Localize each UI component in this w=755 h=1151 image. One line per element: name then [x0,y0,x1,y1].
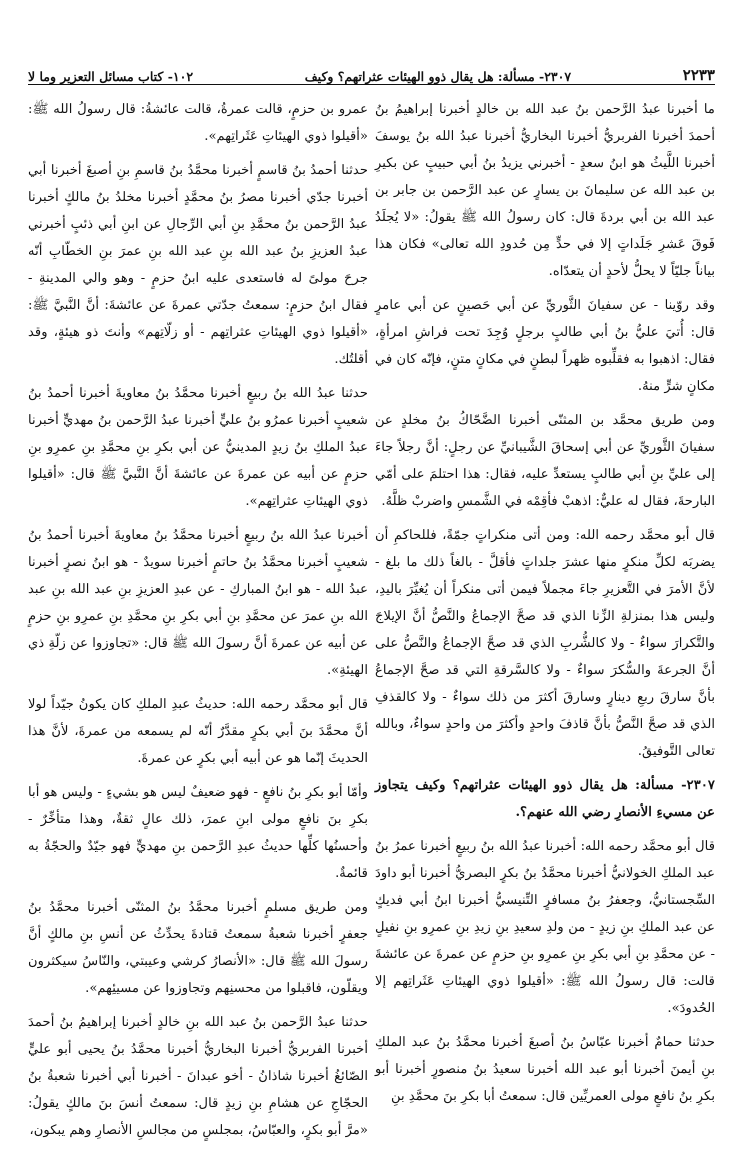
paragraph: حدثنا عبدُ الرَّحمن بنُ عبد الله بنِ خالدٍ أخبرنا إبراهيمُ بنُ أحمدَ أخبرنا الفربريُّ أخبرنا البخاريُّ أخبرنا محمَّدُ بنُ يحيى أبو عليٍّ الصّائغُ أخبرنا شاذانُ - أخو عبدانَ - أخبرنا أبي أخبرنا شعبةُ بنُ الحجّاجِ عن هشامِ بنِ زيدٍ قال: سمعتُ أنسَ بنَ مالكٍ يقولُ: «مرَّ أبو بكرٍ، والعبّاسُ، بمجلسٍ من مجالسِ الأنصارِ وهم يبكون، [28,1015,368,1138]
paragraph: وقد روّينا - عن سفيانَ الثَّوريِّ عن أبي حَصينٍ عن أبي عامرٍ قال: أُتيَ عليُّ بنُ أبي طالبٍ برجلٍ وُجِدَ تحت فراشِ امرأةٍ، فقال: اذهبوا به فقلِّبوه ظهراً لبطنٍ في مكانٍ متنٍ، فإنّه كان في مكانٍ شرٍّ منهُ. [375,298,715,394]
paragraph: عمرو بن حزمٍ، قالت عمرةُ، قالت عائشةُ: قال رسولُ الله ﷺ: «أقيلوا ذوي الهيئاتِ عَثَراتِهم». [28,102,368,144]
paragraph: حدثنا حمامٌ أخبرنا عبّاسُ بنُ أصبغَ أخبرنا محمَّدُ بنُ عبد الملكِ بنِ أيمنَ أخبرنا أبو عبد الله أخبرنا سعيدُ بنُ منصورٍ أخبرنا أبو بكرِ بنُ نافعٍ مولى العمريِّين قال: سمعتُ أبا بكرِ بنَ محمَّدِ بنِ [375,1035,715,1104]
left-column [28,96,368,1151]
header-center-title: ٢٣٠٧- مسألة: هل يقال ذوو الهيئات عثراتهم؟ وكيف [304,69,572,84]
paragraph: وأمّا أبو بكرِ بنُ نافعٍ - فهو ضعيفٌ ليس هو بشيءٍ - وليس هو أبا بكرِ بنَ نافعٍ مولى ابنِ عمرَ، ذلك عالٍ ثقةٌ، وهذا متأخِّرٌ - وأحسنُها كلِّها حديثُ عبدِ الرَّحمن بنِ مهديٍّ فهو جيّدٌ والحجّةُ به قائمةٌ. [28,785,368,881]
paragraph: حدثنا عبدُ الله بنُ ربيعٍ أخبرنا محمَّدُ بنُ معاويةَ أخبرنا أحمدُ بنُ شعيبٍ أخبرنا عمرُو بنُ عليٍّ أخبرنا عبدُ الرَّحمن بنُ مهديٍّ أخبرنا عبدُ الملكِ بنُ زيدٍ المدينيُّ عن أبي بكرِ بنِ محمَّدِ بنِ عمرِو بنِ حزمٍ عن أبيه عن عمرةَ عن عائشةَ أنَّ النَّبيَّ ﷺ قال: «أقيلوا ذوي الهيئاتِ عثراتِهم». [28,386,368,509]
paragraph: ومن طريق مسلمٍ أخبرنا محمَّدُ بنُ المثنّى أخبرنا محمَّدُ بنُ جعفرٍ أخبرنا شعبةُ سمعتُ قتادةَ يحدِّثُ عن أنسِ بنِ مالكٍ أنَّ رسولَ الله ﷺ قال: «الأنصارُ كرشي وعيبتي، والنّاسُ سيكثرون ويقلّون، فاقبلوا من محسنِهم وتجاوزوا عن مسيئِهم». [28,900,368,996]
page-header [28,58,715,85]
header-chapter-title: ١٠٢- كتاب مسائل التعزير وما لا [28,69,194,84]
page-number: ٢٢٣٣ [682,66,715,84]
mas-ala-heading: ٢٣٠٧- مسألة: هل يقال ذوو الهيئات عثراتهم؟ وكيف يتجاوز عن مسيءِ الأنصارِ رضي الله عنهم؟. [375,778,715,820]
paragraph: قال أبو محمَّد رحمه الله: ومن أتى منكراتٍ جمّةً، فللحاكمِ أن يضربَه لكلِّ منكرٍ منها عشرَ جلداتٍ فأقلَّ - بالغاً ذلك ما بلغ - لأنَّ الأمرَ في التَّعزيرِ جاءَ مجملاً فيمن أتى منكراً أن يُغيِّرَ باليدِ، وليس هذا بمنزلةِ الزِّنا الذي قد صحَّ الإجماعُ والنَّصُّ أنَّ الإيلاجَ والتَّكرارَ سواءٌ - ولا كالشُّربِ الذي قد صحَّ الإجماعُ والنَّصُّ على أنَّ الجرعةَ والسُّكرَ سواءٌ - ولا كالسَّرقةِ التي قد صحَّ الإجماعُ بأنَّ سارقَ ربعِ دينارٍ وسارقَ أكثرَ من ذلك سواءٌ - ولا كالقذفِ الذي قد صحَّ النَّصُّ بأنَّ قاذفَ واحدٍ وأكثرَ من واحدٍ سواءٌ، وبالله تعالى التَّوفيقُ. [375,528,715,759]
paragraph: قال أبو محمَّد رحمه الله: حديثُ عبدِ الملكِ كان يكونُ جيّداً لولا أنَّ محمَّدَ بنَ أبي بكرٍ مقدَّرٌ أنّه لم يسمعه من عمرةَ، لأنَّ هذا الحديثَ إنّما هو عن أبيه أبي بكرٍ عن عمرةَ. [28,697,368,766]
right-column [375,96,715,1117]
paragraph: حدثنا أحمدُ بنُ قاسمٍ أخبرنا محمَّدُ بنُ قاسمِ بنِ أصبغَ أخبرنا أبي أخبرنا جدّي أخبرنا مصرُ بنُ محمَّدٍ أخبرنا مخلدُ بنُ مالكٍ أخبرنا عبدُ الرَّحمن بنُ محمَّدِ بنِ أبي الرِّجالِ عن ابنِ أبي ذئبٍ أخبرني عبدُ العزيزِ بنُ عبد الله بنِ عبد الله بنِ عمرَ بنِ الخطّابِ أنّه جرحَ مولىً له فاستعدى عليه ابنُ حزمٍ - وهو والي المدينةِ - فقال ابنُ حزمٍ: سمعتُ جدّتي عمرةَ عن عائشةَ: أنَّ النَّبيَّ ﷺ: «أقيلوا ذوي الهيئاتِ عثراتِهم - أو زلّاتِهم» وأنتَ ذو هيئةٍ، وقد أقلتُك. [28,163,368,367]
paragraph: قال أبو محمَّد رحمه الله: أخبرنا عبدُ الله بنُ ربيعٍ أخبرنا عمرُ بنُ عبد الملكِ الخولانيُّ أخبرنا محمَّدُ بنُ بكرٍ البصريُّ أخبرنا أبو داودَ السِّجستانيُّ، وجعفرُ بنُ مسافرٍ التِّنيسيُّ أخبرنا ابنُ أبي فديكٍ عن عبد الملكِ بنِ زيدٍ - من ولدِ سعيدِ بنِ زيدِ بنِ عمرِو بنِ نفيلٍ - عن محمَّدِ بنِ أبي بكرِ بنِ عمرِو بنِ حزمٍ عن عمرةَ عن عائشةَ قالت: قال رسولُ الله ﷺ: «أقيلوا ذوي الهيئاتِ عَثَراتِهم إلا الحُدودَ». [375,839,715,1016]
paragraph: ما أخبرنا عبدُ الرَّحمن بنُ عبد الله بن خالدٍ أخبرنا إبراهيمُ بنُ أحمدَ أخبرنا الفربريُّ أخبرنا البخاريُّ أخبرنا عبدُ الله بنُ يوسفَ أخبرنا اللَّيثُ هو ابنُ سعدٍ - أخبرني يزيدُ بنُ أبي حبيبٍ عن بكيرِ بن عبد الله عن سليمانَ بن يسارٍ عن عبد الرَّحمن بن جابر بن عبد الله بن أبي بردةَ قال: كان رسولُ الله ﷺ يقولُ: «لا يُجلَدُ فَوقَ عَشرِ جَلَداتٍ إلا في حدٍّ مِن حُدودِ الله تعالى» فكان هذا بياناً جليّاً لا يحلُّ لأحدٍ أن يتعدّاه. [375,102,715,279]
paragraph: ومن طريق محمَّد بن المثنّى أخبرنا الضَّحّاكُ بنُ مخلدٍ عن سفيانَ الثَّوريِّ عن أبي إسحاقَ الشَّيبانيِّ عن رجلٍ: أنَّ رجلاً جاءَ إلى عليِّ بنِ أبي طالبٍ يستعدِّ عليه، فقال: هذا احتلمَ على أمّي البارحةَ، فقال له عليٌّ: اذهبْ فأقِمْه في الشَّمسِ واضربْ ظلَّهُ. [375,413,715,509]
paragraph: أخبرنا عبدُ الله بنُ ربيعٍ أخبرنا محمَّدُ بنُ معاويةَ أخبرنا أحمدُ بنُ شعيبٍ أخبرنا محمَّدُ بنُ حاتمٍ أخبرنا سويدٌ - هو ابنُ نصرٍ أخبرنا عبدُ الله - هو ابنُ المباركِ - عن عبدِ العزيزِ بنِ عبد الله بنِ عبد الله بنِ عمرَ عن محمَّدِ بنِ أبي بكرِ بنِ محمَّدِ بنِ عمرِو بنِ حزمٍ عن أبيه عن عمرةَ أنَّ رسولَ الله ﷺ قال: «تجاوزوا عن زلّةِ ذي الهيئةِ». [28,528,368,678]
